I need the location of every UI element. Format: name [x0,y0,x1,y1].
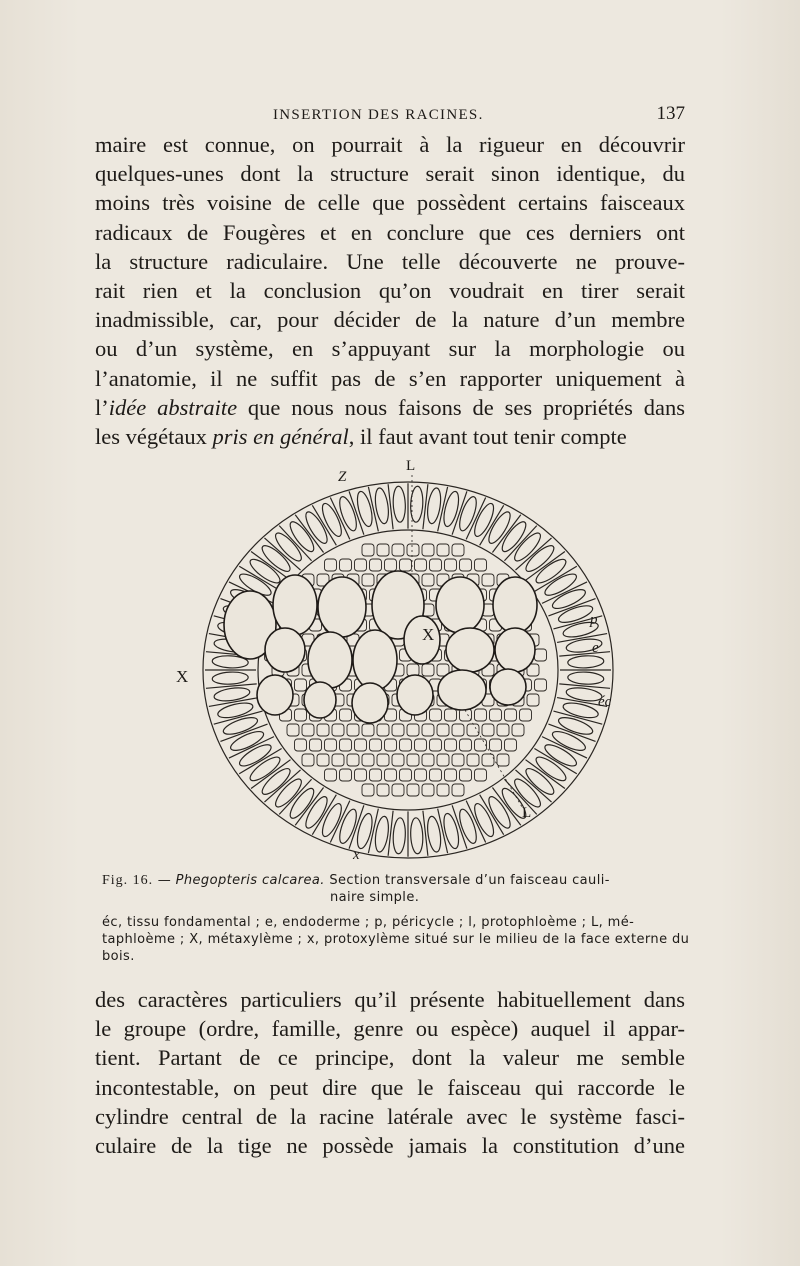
parenchyma-cell [437,784,449,796]
xylem-vessel [352,683,388,723]
parenchyma-cell [505,709,517,721]
parenchyma-cell [497,754,509,766]
parenchyma-cell [452,724,464,736]
running-head [95,103,685,129]
xylem-vessel [446,628,494,672]
label-X-left: X [176,667,189,686]
parenchyma-cell [347,724,359,736]
parenchyma-cell [362,724,374,736]
parenchyma-cell [385,769,397,781]
parenchyma-cell [317,754,329,766]
caption-title-rest: Section transversale d’un faisceau cauli- [324,873,610,888]
text-line: maire est connue, on pourrait à la rigueur en découvrir [95,132,685,157]
figure-number: Fig. 16. [102,873,154,888]
text-line: moins très voisine de celle que possèdent certains faisceaux [95,190,685,216]
label-X-center: X [422,625,435,644]
text-line: quelques-unes dont la structure serait sinon identique, du [95,161,685,187]
cortex-cell-wall [312,795,336,835]
parenchyma-cell [332,724,344,736]
parenchyma-cell [407,544,419,556]
caption-title [102,872,702,889]
parenchyma-cell [430,769,442,781]
cortex-cell-wall [388,484,393,529]
parenchyma-cell [437,544,449,556]
text-line: des caractères particuliers qu’il présente habituellement dans [95,987,685,1012]
parenchyma-cell [535,679,547,691]
label-e: e [592,640,599,656]
label-L-top: L [406,458,416,474]
paragraph-bottom [95,985,685,1160]
text-line: l’anatomie, il ne suffit pas de s’en rapporter uniquement à [95,365,685,391]
parenchyma-cell [362,784,374,796]
parenchyma-cell [385,559,397,571]
cross-section-drawing [170,455,630,870]
text-fragment: que nous nous faisons de ses propriétés dans [237,394,686,420]
xylem-vessel [308,632,352,688]
cortex-cell-wall [480,505,504,545]
parenchyma-cell [302,754,314,766]
parenchyma-cell [325,739,337,751]
parenchyma-cell [422,664,434,676]
parenchyma-cell [430,559,442,571]
parenchyma-cell [505,739,517,751]
xylem-vessel [318,577,366,637]
parenchyma-cell [302,724,314,736]
cortex-cell [355,490,375,528]
xylem-vessel [493,577,537,633]
parenchyma-cell [490,739,502,751]
parenchyma-cell [445,709,457,721]
parenchyma-cell [415,769,427,781]
parenchyma-cell [295,709,307,721]
xylem-vessel [353,630,397,690]
cortex-cell-wall [239,566,281,591]
xylem-vessel [265,628,305,672]
cortex-cell [410,818,424,855]
parenchyma-cell [467,754,479,766]
parenchyma-cell [287,724,299,736]
parenchyma-cell [475,559,487,571]
label-x-bottom: x [353,847,360,863]
parenchyma-cell [362,544,374,556]
cortex-cell [441,490,461,528]
text-line: cylindre central de la racine latérale avec le système fasci- [95,1103,685,1129]
parenchyma-cell [490,709,502,721]
text-fragment: , il faut avant tout tenir compte [348,423,627,449]
parenchyma-cell [355,739,367,751]
parenchyma-cell [407,754,419,766]
parenchyma-cell [445,559,457,571]
cortex-cell-wall [480,795,504,835]
parenchyma-cell [512,724,524,736]
xylem-vessel [257,675,293,715]
page-number: 137 [656,103,685,124]
parenchyma-cell [392,724,404,736]
cortex-cell [485,509,514,546]
text-line: inadmissible, car, pour décider de la nature d’un membre [95,307,685,333]
cortex-cell-wall [542,582,587,603]
parenchyma-cell [527,694,539,706]
parenchyma-cell [422,724,434,736]
parenchyma-cell [400,769,412,781]
parenchyma-cell [437,754,449,766]
parenchyma-cell [377,724,389,736]
figure-caption [102,872,702,965]
xylem-vessel [304,682,336,718]
text-line: le groupe (ordre, famille, genre ou espèce) auquel il appar- [95,1016,685,1042]
parenchyma-cell [347,754,359,766]
xylem-vessel [397,675,433,715]
cortex-cell-wall [423,811,428,856]
cortex-cell-wall [229,737,274,758]
parenchyma-cell [445,769,457,781]
text-line: la structure radiculaire. Une telle découverte ne prouve- [95,248,685,274]
parenchyma-cell [317,724,329,736]
parenchyma-cell [422,754,434,766]
italic-phrase: pris en général [212,423,349,449]
cortex-cell [568,671,605,685]
parenchyma-cell [340,709,352,721]
parenchyma-cell [400,739,412,751]
cortex-cell [568,655,605,669]
parenchyma-cell [467,724,479,736]
text-line: radicaux de Fougères et en conclure que ces derniers ont [95,219,685,245]
parenchyma-cell [520,709,532,721]
parenchyma-cell [452,544,464,556]
label-p: p [590,612,598,628]
xylem-vessel [495,628,535,672]
paragraph-top [95,130,685,451]
cortex-cell-wall [534,566,576,591]
parenchyma-cell [452,754,464,766]
parenchyma-cell [445,739,457,751]
cortex-cell [212,671,249,685]
parenchyma-cell [377,754,389,766]
parenchyma-cell [460,769,472,781]
label-L-bottom: L [522,805,532,821]
text-line: incontestable, on peut dire que le faisceau qui raccorde le [95,1074,685,1100]
parenchyma-cell [422,544,434,556]
parenchyma-cell [460,739,472,751]
cortex-cell [355,812,375,850]
label-z: Z [338,469,347,485]
parenchyma-cell [362,754,374,766]
species-name: Phegopteris calcarea. [175,873,325,888]
parenchyma-cell [377,784,389,796]
cortex-cell-wall [542,737,587,758]
xylem-vessel [438,670,486,710]
cortex-cell [441,812,461,850]
parenchyma-cell [400,559,412,571]
parenchyma-cell [325,769,337,781]
text-line: rait rien et la conclusion qu’on voudrait en tirer serait [95,277,685,303]
parenchyma-cell [407,724,419,736]
caption-legend: éc, tissu fondamental ; e, endoderme ; p, péricycle ; l, protophloème ; L, mé-taphloème ; X, métaxylème ; x, protoxylème situé sur le milieu de la face externe du bois. [102,915,690,964]
parenchyma-cell [422,574,434,586]
parenchyma-cell [385,739,397,751]
parenchyma-cell [437,724,449,736]
cortex-cell [302,509,331,546]
parenchyma-cell [535,649,547,661]
cortex-cell-wall [388,811,393,856]
cortex-cell [392,818,406,855]
text-line: ou d’un système, en s’appuyant sur la morphologie ou [95,336,685,362]
xylem-vessel [436,577,484,633]
cortex-cell-wall [534,749,576,774]
parenchyma-cell [362,574,374,586]
parenchyma-cell [332,754,344,766]
parenchyma-cell [340,769,352,781]
cortex-cell [485,794,514,831]
parenchyma-cell [355,769,367,781]
parenchyma-cell [295,739,307,751]
parenchyma-cell [407,664,419,676]
xylem-vessel [273,575,317,635]
parenchyma-cell [475,769,487,781]
parenchyma-cell [325,559,337,571]
parenchyma-cell [460,559,472,571]
parenchyma-cell [430,709,442,721]
text-line [95,422,685,451]
parenchyma-cell [370,769,382,781]
parenchyma-cell [370,559,382,571]
parenchyma-cell [415,739,427,751]
parenchyma-cell [422,784,434,796]
caption-dash: — [153,873,176,888]
parenchyma-cell [475,739,487,751]
italic-phrase: idée abstraite [108,394,238,420]
parenchyma-cell [340,739,352,751]
cortex-cell-wall [239,749,281,774]
text-fragment: les végétaux [95,423,213,449]
cortex-cell-wall [423,484,428,529]
label-ec: éc [598,694,612,710]
parenchyma-cell [482,574,494,586]
running-title: INSERTION DES RACINES. [273,107,484,123]
parenchyma-cell [452,784,464,796]
xylem-vessel [490,669,526,705]
cortex-cell-wall [312,505,336,545]
parenchyma-cell [392,784,404,796]
parenchyma-cell [370,739,382,751]
figure-cross-section [170,455,630,870]
parenchyma-cell [482,724,494,736]
parenchyma-cell [415,559,427,571]
parenchyma-cell [340,559,352,571]
parenchyma-cell [407,784,419,796]
cortex-cell [392,486,406,523]
caption-title-line2: naire simple. [330,890,420,905]
parenchyma-cell [430,739,442,751]
text-line [95,393,685,422]
text-line: tient. Partant de ce principe, dont la valeur me semble [95,1045,685,1071]
parenchyma-cell [355,559,367,571]
parenchyma-cell [310,739,322,751]
text-fragment: l’ [95,394,109,420]
text-line: culaire de la tige ne possède jamais la constitution d’une [95,1132,685,1158]
parenchyma-cell [392,754,404,766]
cortex-cell [302,794,331,831]
parenchyma-cell [377,544,389,556]
parenchyma-cell [295,679,307,691]
parenchyma-cell [392,544,404,556]
parenchyma-cell [475,709,487,721]
parenchyma-cell [497,724,509,736]
parenchyma-cell [482,754,494,766]
